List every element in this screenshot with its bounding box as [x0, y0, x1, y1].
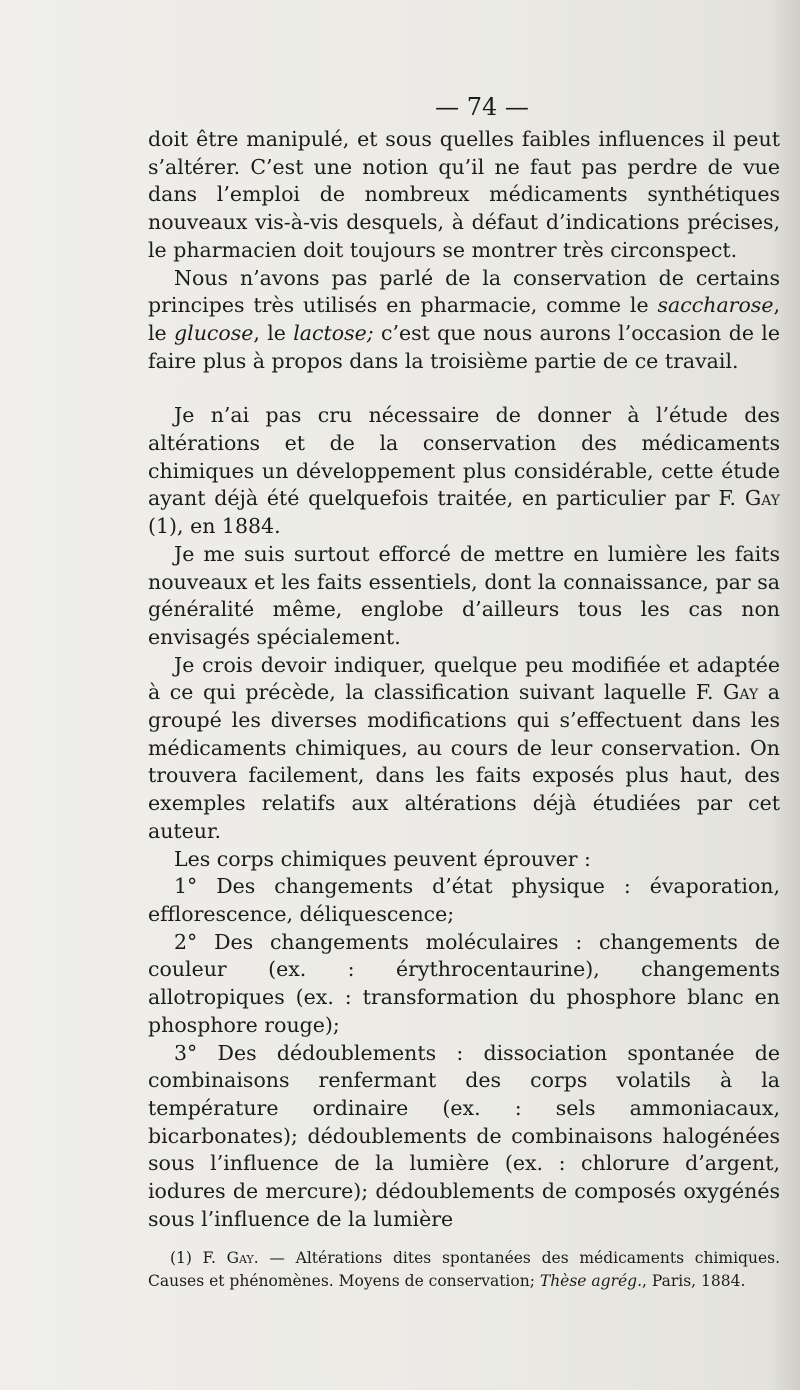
text-run: (1), en 1884. — [148, 514, 281, 539]
text-run: 1° Des changements d’état physique : évaporation, efflorescence, déliquescence; — [148, 874, 780, 926]
author-name: Gay — [226, 1249, 254, 1268]
paragraph — [148, 846, 780, 874]
italic-term: Thèse agrég. — [539, 1272, 643, 1291]
text-run: , le — [253, 320, 294, 345]
paragraph — [148, 265, 780, 376]
author-name: Gay — [723, 680, 759, 705]
paragraph — [148, 873, 780, 928]
text-run: , Paris, 1884. — [642, 1272, 746, 1291]
page-number: — 74 — — [435, 93, 529, 121]
paragraph — [148, 402, 780, 541]
italic-term: saccharose — [657, 293, 774, 318]
text-run: Je crois devoir indiquer, quelque peu modifiée et adaptée à ce qui précède, la classification suivant laquelle F. — [148, 652, 780, 705]
footnote — [148, 1247, 780, 1293]
paragraph — [148, 541, 780, 652]
text-run: . — Altérations dites spontanées des médicaments chimiques. Causes et phénomènes. Moyens de conservation; — [148, 1249, 780, 1291]
text-run: Nous n’avons pas parlé de la conservation de certains principes très utilisés en pharmacie, comme le — [148, 265, 780, 318]
text-run: Je n’ai pas cru nécessaire de donner à l’étude des altérations et de la conservation des médicaments chimiques un développement plus considérable, cette étude ayant déjà été quelquefois traitée, en particulier par F. — [148, 403, 780, 511]
paragraph — [148, 652, 780, 846]
text-run: (1) F. — [170, 1249, 227, 1268]
paragraph — [148, 126, 780, 265]
text-block — [148, 90, 780, 1293]
text-run: c’est que nous aurons l’occasion de le faire plus à propos dans la troisième partie de ce travail. — [148, 320, 780, 373]
text-run: 3° Des dédoublements : dissociation spontanée de combinaisons renfermant des corps volatils à la température ordinaire (ex. : sels ammoniacaux, bicarbonates); dédoublements de combinaisons halogénées sous l’influence de la lumière (ex. : chlorure d’argent, iodures de mercure); dédoublements de composés oxygénés sous l’influence de la lumière — [148, 1040, 780, 1231]
paragraph — [148, 1040, 780, 1234]
text-run: doit être manipulé, et sous quelles faibles influences il peut s’altérer. C’est une notion qu’il ne faut pas perdre de vue dans l’emploi de nombreux médicaments synthétiques nouveaux vis-à-vis desquels, à défaut d’indications précises, le pharmacien doit toujours se montrer très circonspect. — [148, 127, 780, 262]
text-run: Je me suis surtout efforcé de mettre en lumière les faits nouveaux et les faits essentiels, dont la connaissance, par sa généralité même, englobe d’ailleurs tous les cas non envisagés spécialement. — [148, 541, 780, 649]
italic-term: glucose — [174, 320, 254, 345]
body-text — [148, 126, 780, 1233]
paragraph — [148, 929, 780, 1040]
italic-term: lactose; — [293, 320, 374, 345]
text-run: a groupé les diverses modifications qui s’effectuent dans les médicaments chimiques, au cours de leur conservation. On trouvera facilement, dans les faits exposés plus haut, des exemples relatifs aux altérations déjà étudiées par cet auteur. — [148, 680, 780, 843]
text-run: Les corps chimiques peuvent éprouver : — [174, 846, 591, 871]
text-run: 2° Des changements moléculaires : changements de couleur (ex. : érythrocentaurine), changements allotropiques (ex. : transformation du phosphore blanc en phosphore rouge); — [148, 929, 780, 1037]
text-run: , le — [148, 293, 780, 345]
author-name: Gay — [744, 486, 780, 511]
